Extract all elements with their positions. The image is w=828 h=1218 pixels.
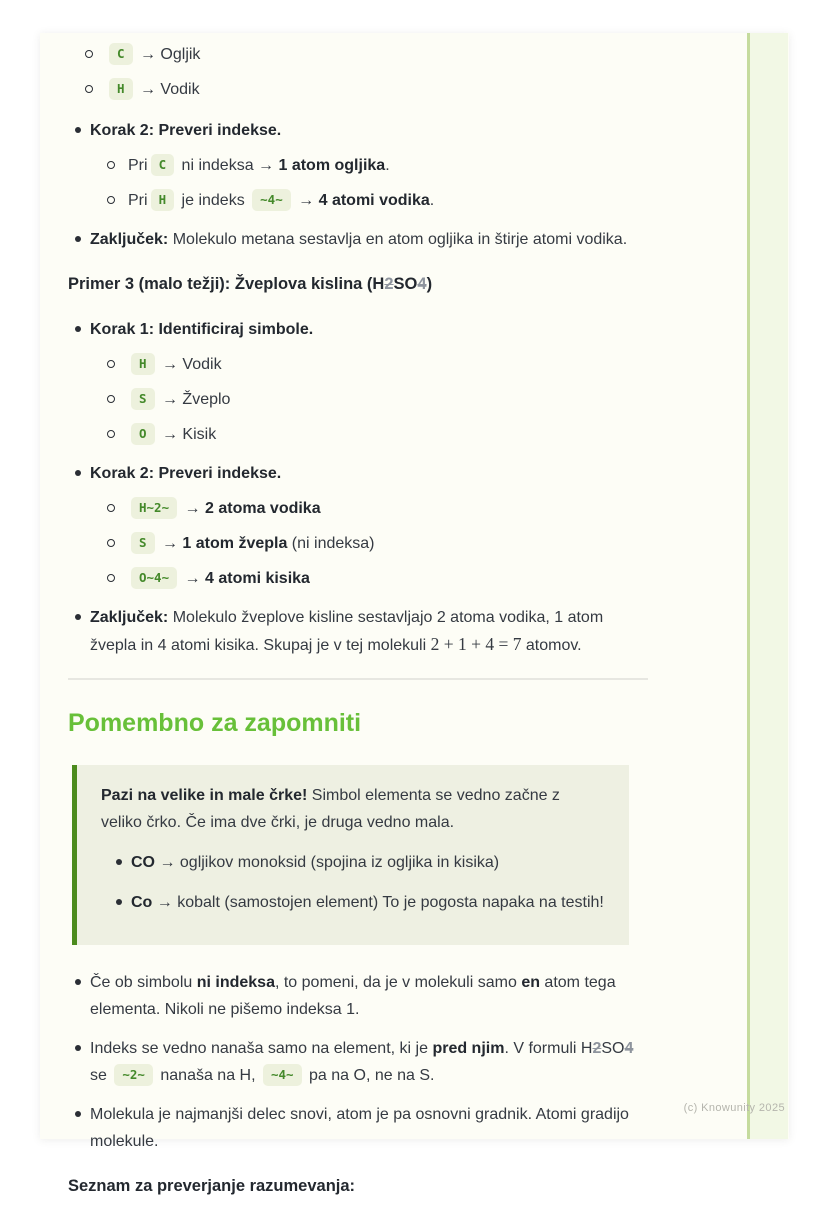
text-run: . bbox=[385, 157, 390, 174]
text-run: → bbox=[180, 570, 205, 587]
text-run: Molekula je najmanjši delec snovi, atom je pa osnovni gradnik. Atomi gradijo molekule. bbox=[90, 1106, 629, 1150]
bold-text: 4 atomi kisika bbox=[205, 570, 310, 587]
text-run: pa na O, ne na S. bbox=[304, 1067, 435, 1084]
code-badge: S bbox=[131, 388, 155, 410]
list-item bbox=[68, 316, 653, 448]
text-run: . V formuli H bbox=[504, 1040, 593, 1057]
sub-list bbox=[68, 41, 653, 103]
struck-subscript: 2 bbox=[592, 1040, 602, 1057]
bold-text: pred njim bbox=[432, 1040, 505, 1057]
code-badge: O~4~ bbox=[131, 567, 177, 589]
text-run: → ogljikov monoksid (spojina iz ogljika in kisika) bbox=[155, 854, 500, 871]
sub-list-item bbox=[104, 530, 653, 557]
code-badge: S bbox=[131, 532, 155, 554]
code-badge: ~2~ bbox=[114, 1064, 153, 1086]
callout-list-item bbox=[109, 889, 605, 916]
struck-subscript: 4 bbox=[624, 1040, 634, 1057]
bold-text: 2 atoma vodika bbox=[205, 500, 321, 517]
list-item bbox=[82, 41, 653, 68]
list-item bbox=[68, 1035, 653, 1089]
math-expression: 2 + 1 + 4 = 7 bbox=[430, 634, 522, 654]
text-run: atomov. bbox=[521, 637, 582, 654]
code-badge: H bbox=[131, 353, 155, 375]
paragraph bbox=[68, 271, 653, 298]
code-badge: H bbox=[109, 78, 133, 100]
code-badge: ~4~ bbox=[252, 189, 291, 211]
text-run: → bbox=[293, 192, 319, 209]
sub-list bbox=[90, 152, 653, 214]
bold-text: Pazi na velike in male črke! bbox=[101, 787, 308, 804]
callout-paragraph bbox=[101, 782, 605, 836]
text-run: Če ob simbolu bbox=[90, 974, 197, 991]
bullet-list bbox=[68, 117, 653, 253]
sub-list-item bbox=[104, 565, 653, 592]
text-run: atom tega elementa. Nikoli ne pišemo indeksa 1. bbox=[90, 974, 616, 1018]
struck-subscript: 2 bbox=[384, 275, 394, 293]
code-badge: O bbox=[131, 423, 155, 445]
text-run: SO bbox=[393, 275, 418, 293]
text-run: se bbox=[90, 1067, 112, 1084]
text-run: → bbox=[157, 535, 183, 552]
bold-text: 4 atomi vodika bbox=[318, 192, 430, 209]
sub-list bbox=[90, 351, 653, 448]
text-run: → bbox=[180, 500, 205, 517]
divider bbox=[68, 678, 648, 680]
callout-list-item bbox=[109, 849, 605, 876]
bold-text: Korak 1: Identificiraj simbole. bbox=[90, 321, 314, 338]
code-badge: ~4~ bbox=[263, 1064, 302, 1086]
bold-text: Zaključek: bbox=[90, 231, 169, 248]
bullet-list bbox=[68, 969, 653, 1155]
text-run: → kobalt (samostojen element) To je pogosta napaka na testih! bbox=[152, 894, 604, 911]
bold-text: Co bbox=[131, 894, 153, 911]
bold-text: Korak 2: Preveri indekse. bbox=[90, 465, 282, 482]
text-run: → Ogljik bbox=[135, 46, 201, 63]
text-run: ) bbox=[426, 275, 433, 293]
code-badge: H~2~ bbox=[131, 497, 177, 519]
text-run: SO bbox=[601, 1040, 625, 1057]
list-item bbox=[68, 460, 653, 592]
text-run: , to pomeni, da je v molekuli samo bbox=[274, 974, 522, 991]
document-content bbox=[68, 41, 653, 1218]
bold-text: ni indeksa bbox=[196, 974, 275, 991]
sub-list-item bbox=[104, 421, 653, 448]
text-run: Indeks se vedno nanaša samo na element, ki je bbox=[90, 1040, 433, 1057]
text-run: ni indeksa → bbox=[177, 157, 279, 174]
sub-list bbox=[90, 495, 653, 592]
list-item bbox=[68, 1101, 653, 1155]
callout-list bbox=[109, 849, 605, 916]
watermark: (c) Knowunity 2025 bbox=[683, 1102, 785, 1114]
bold-text: Zaključek: bbox=[90, 609, 169, 626]
sub-list-item bbox=[104, 495, 653, 522]
text-run: Pri bbox=[128, 157, 148, 174]
section-heading: Pomembno za zapomniti bbox=[68, 709, 362, 737]
accent-strip bbox=[747, 33, 788, 1139]
bold-text: Korak 2: Preveri indekse. bbox=[90, 122, 282, 139]
document-page bbox=[40, 33, 789, 1195]
text-run: Primer 3 (malo težji): Žveplova kislina (H bbox=[68, 275, 385, 293]
sub-list-item bbox=[104, 152, 653, 179]
sub-list-item bbox=[104, 351, 653, 378]
bold-text: en bbox=[521, 974, 540, 991]
text-run: → Žveplo bbox=[157, 391, 231, 408]
text-run: Pri bbox=[128, 192, 148, 209]
text-run: Molekulo metana sestavlja en atom ogljika in štirje atomi vodika. bbox=[168, 231, 628, 248]
list-item bbox=[68, 226, 653, 253]
code-badge: C bbox=[151, 154, 175, 176]
bold-text: CO bbox=[131, 854, 155, 871]
text-run: → Vodik bbox=[157, 356, 222, 373]
sub-list-item bbox=[104, 187, 653, 214]
list-item bbox=[68, 117, 653, 214]
text-run: Seznam za preverjanje razumevanja: bbox=[68, 1177, 356, 1195]
text-run: nanaša na H, bbox=[155, 1067, 260, 1084]
code-badge: C bbox=[109, 43, 133, 65]
paragraph bbox=[68, 1173, 653, 1200]
struck-subscript: 4 bbox=[417, 275, 427, 293]
text-run: je indeks bbox=[177, 192, 250, 209]
text-run: Simbol elementa se vedno začne z veliko črko. Če ima dve črki, je druga vedno mala. bbox=[101, 787, 560, 831]
bullet-list bbox=[68, 316, 653, 659]
bold-text: 1 atom ogljika bbox=[278, 157, 386, 174]
text-run: → Kisik bbox=[157, 426, 217, 443]
list-item bbox=[68, 969, 653, 1023]
code-badge: H bbox=[151, 189, 175, 211]
text-run: . bbox=[429, 192, 435, 209]
bold-text: 1 atom žvepla bbox=[182, 535, 288, 552]
text-run: → Vodik bbox=[135, 81, 200, 98]
list-item bbox=[82, 76, 653, 103]
callout-box bbox=[72, 765, 629, 945]
text-run: Molekulo žveplove kisline sestavljajo 2 atoma vodika, 1 atom žvepla in 4 atomi kisika. Skupaj je v tej molekuli bbox=[90, 609, 604, 654]
list-item bbox=[68, 604, 653, 659]
text-run: (ni indeksa) bbox=[287, 535, 375, 552]
sub-list-item bbox=[104, 386, 653, 413]
